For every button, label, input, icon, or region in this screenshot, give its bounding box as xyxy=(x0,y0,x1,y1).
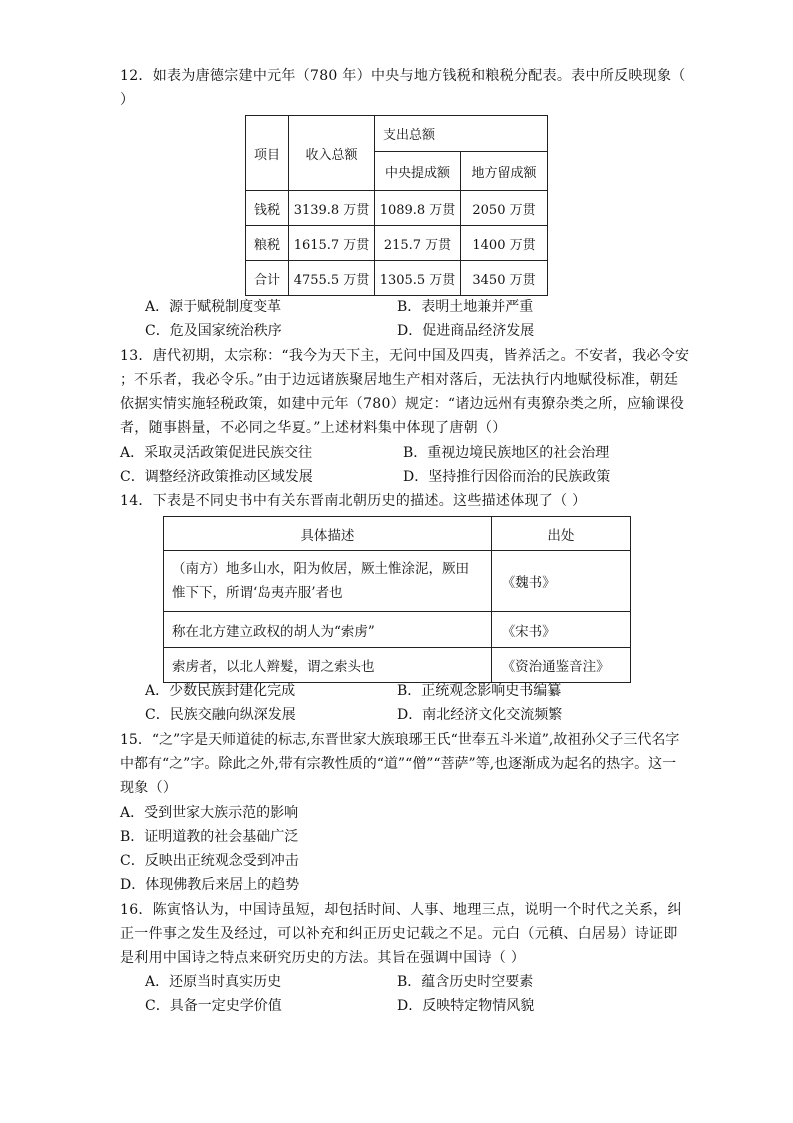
q15-option-a[interactable]: A．受到世家大族示范的影响 xyxy=(120,805,299,821)
cell-item: 钱税 xyxy=(246,191,289,226)
cell-central: 1089.8 万贯 xyxy=(375,191,461,226)
q12-option-d[interactable]: D．促进商品经济发展 xyxy=(397,323,535,339)
cell-income: 1615.7 万贯 xyxy=(289,226,375,261)
cell-central: 215.7 万贯 xyxy=(375,226,461,261)
q14-option-c[interactable]: C．民族交融向纵深发展 xyxy=(145,707,296,723)
cell-local: 1400 万贯 xyxy=(461,226,548,261)
header-item: 项目 xyxy=(246,116,289,191)
q16-option-a[interactable]: A．还原当时真实历史 xyxy=(145,974,282,990)
q15-option-d[interactable]: D．体现佛教后来居上的趋势 xyxy=(120,877,300,893)
q15-stem-line1: 15．“之”字是天师道徒的标志,东晋世家大族琅琊王氏“世奉五斗米道”,故祖孙父子三代名字 xyxy=(120,732,680,748)
cell-description: 索虏者，以北人辫髮，谓之索头也 xyxy=(164,648,492,683)
q16-stem-line2: 正一件事之发生及经过，可以补充和纠正历史记载之不足。元白（元稹、白居易）诗证即 xyxy=(120,926,678,942)
table-row xyxy=(164,612,631,648)
header-central: 中央提成额 xyxy=(375,152,461,191)
q13-stem-line1: 13．唐代初期，太宗称：“我今为天下主，无问中国及四夷，皆养活之。不安者，我必令安 xyxy=(120,348,690,364)
q16-option-c[interactable]: C．具备一定史学价值 xyxy=(145,998,282,1014)
header-local: 地方留成额 xyxy=(461,152,548,191)
q13-option-a[interactable]: A．采取灵活政策促进民族交往 xyxy=(120,445,313,461)
q14-option-d[interactable]: D．南北经济文化交流频繁 xyxy=(397,707,563,723)
cell-local: 2050 万贯 xyxy=(461,191,548,226)
header-income: 收入总额 xyxy=(289,116,375,191)
q13-option-d[interactable]: D．坚持推行因俗而治的民族政策 xyxy=(403,469,611,485)
q16-option-d[interactable]: D．反映特定物情风貌 xyxy=(397,998,535,1014)
cell-central: 1305.5 万贯 xyxy=(375,261,461,296)
q16-option-b[interactable]: B．蕴含历史时空要素 xyxy=(397,974,534,990)
q14-option-a[interactable]: A．少数民族封建化完成 xyxy=(145,683,296,699)
q15-stem-line2: 中都有“之”字。除此之外,带有宗教性质的“道”“僧”“菩萨”等,也逐渐成为起名的热字。这一 xyxy=(120,756,677,772)
header-description: 具体描述 xyxy=(164,517,492,551)
header-expense: 支出总额 xyxy=(375,116,548,152)
cell-income: 4755.5 万贯 xyxy=(289,261,375,296)
table-row xyxy=(246,261,548,296)
cell-source: 《资治通鉴音注》 xyxy=(491,648,630,683)
q14-option-b[interactable]: B．正统观念影响史书编纂 xyxy=(397,683,562,699)
q16-stem-line3: 是利用中国诗之特点来研究历史的方法。其旨在强调中国诗（ ） xyxy=(120,950,526,966)
header-source: 出处 xyxy=(491,517,630,551)
table-row xyxy=(246,226,548,261)
cell-item: 合计 xyxy=(246,261,289,296)
description-line: 惟下下，所谓‘岛夷卉服’者也 xyxy=(172,585,343,601)
q12-option-b[interactable]: B．表明土地兼并严重 xyxy=(397,299,534,315)
q14-stem: 14．下表是不同史书中有关东晋南北朝历史的描述。这些描述体现了（ ） xyxy=(120,493,587,509)
cell-local: 3450 万贯 xyxy=(461,261,548,296)
q13-stem-line3: 依据实情实施轻税政策，如建中元年（780）规定：“诸边远州有夷獠杂类之所，应输课役 xyxy=(120,396,685,412)
description-line: （南方）地多山水，阳为攸居，厥土惟涂泥，厥田 xyxy=(172,561,469,577)
q15-option-c[interactable]: C．反映出正统观念受到冲击 xyxy=(120,853,299,869)
q13-stem-line2: ；不乐者，我必令乐。”由于边远诸族聚居地生产相对落后，无法执行内地赋役标准，朝廷 xyxy=(120,372,679,388)
q12-stem-line1: 12．如表为唐德宗建中元年（780 年）中央与地方钱税和粮税分配表。表中所反映现象（ xyxy=(120,68,686,84)
q16-stem-line1: 16．陈寅恪认为，中国诗虽短，却包括时间、人事、地理三点，说明一个时代之关系，纠 xyxy=(120,902,682,918)
q14-history-table xyxy=(163,516,631,683)
cell-item: 粮税 xyxy=(246,226,289,261)
q12-option-a[interactable]: A．源于赋税制度变革 xyxy=(145,299,282,315)
q15-option-b[interactable]: B．证明道教的社会基础广泛 xyxy=(120,829,299,845)
q12-tax-table xyxy=(245,115,548,296)
table-row xyxy=(164,648,631,683)
cell-description: 称在北方建立政权的胡人为“索虏” xyxy=(164,612,492,648)
cell-source: 《宋书》 xyxy=(491,612,630,648)
q13-option-b[interactable]: B．重视边境民族地区的社会治理 xyxy=(403,445,610,461)
table-row xyxy=(164,551,631,612)
cell-description xyxy=(164,551,492,612)
q15-stem-line3: 现象（） xyxy=(120,780,178,796)
q13-stem-line4: 者，随事斟量，不必同之华夏。”上述材料集中体现了唐朝（） xyxy=(120,420,507,436)
table-row xyxy=(246,191,548,226)
q12-option-c[interactable]: C．危及国家统治秩序 xyxy=(145,323,282,339)
cell-source: 《魏书》 xyxy=(491,551,630,612)
cell-income: 3139.8 万贯 xyxy=(289,191,375,226)
q13-option-c[interactable]: C．调整经济政策推动区域发展 xyxy=(120,469,313,485)
q12-stem-line2: ） xyxy=(120,92,135,108)
